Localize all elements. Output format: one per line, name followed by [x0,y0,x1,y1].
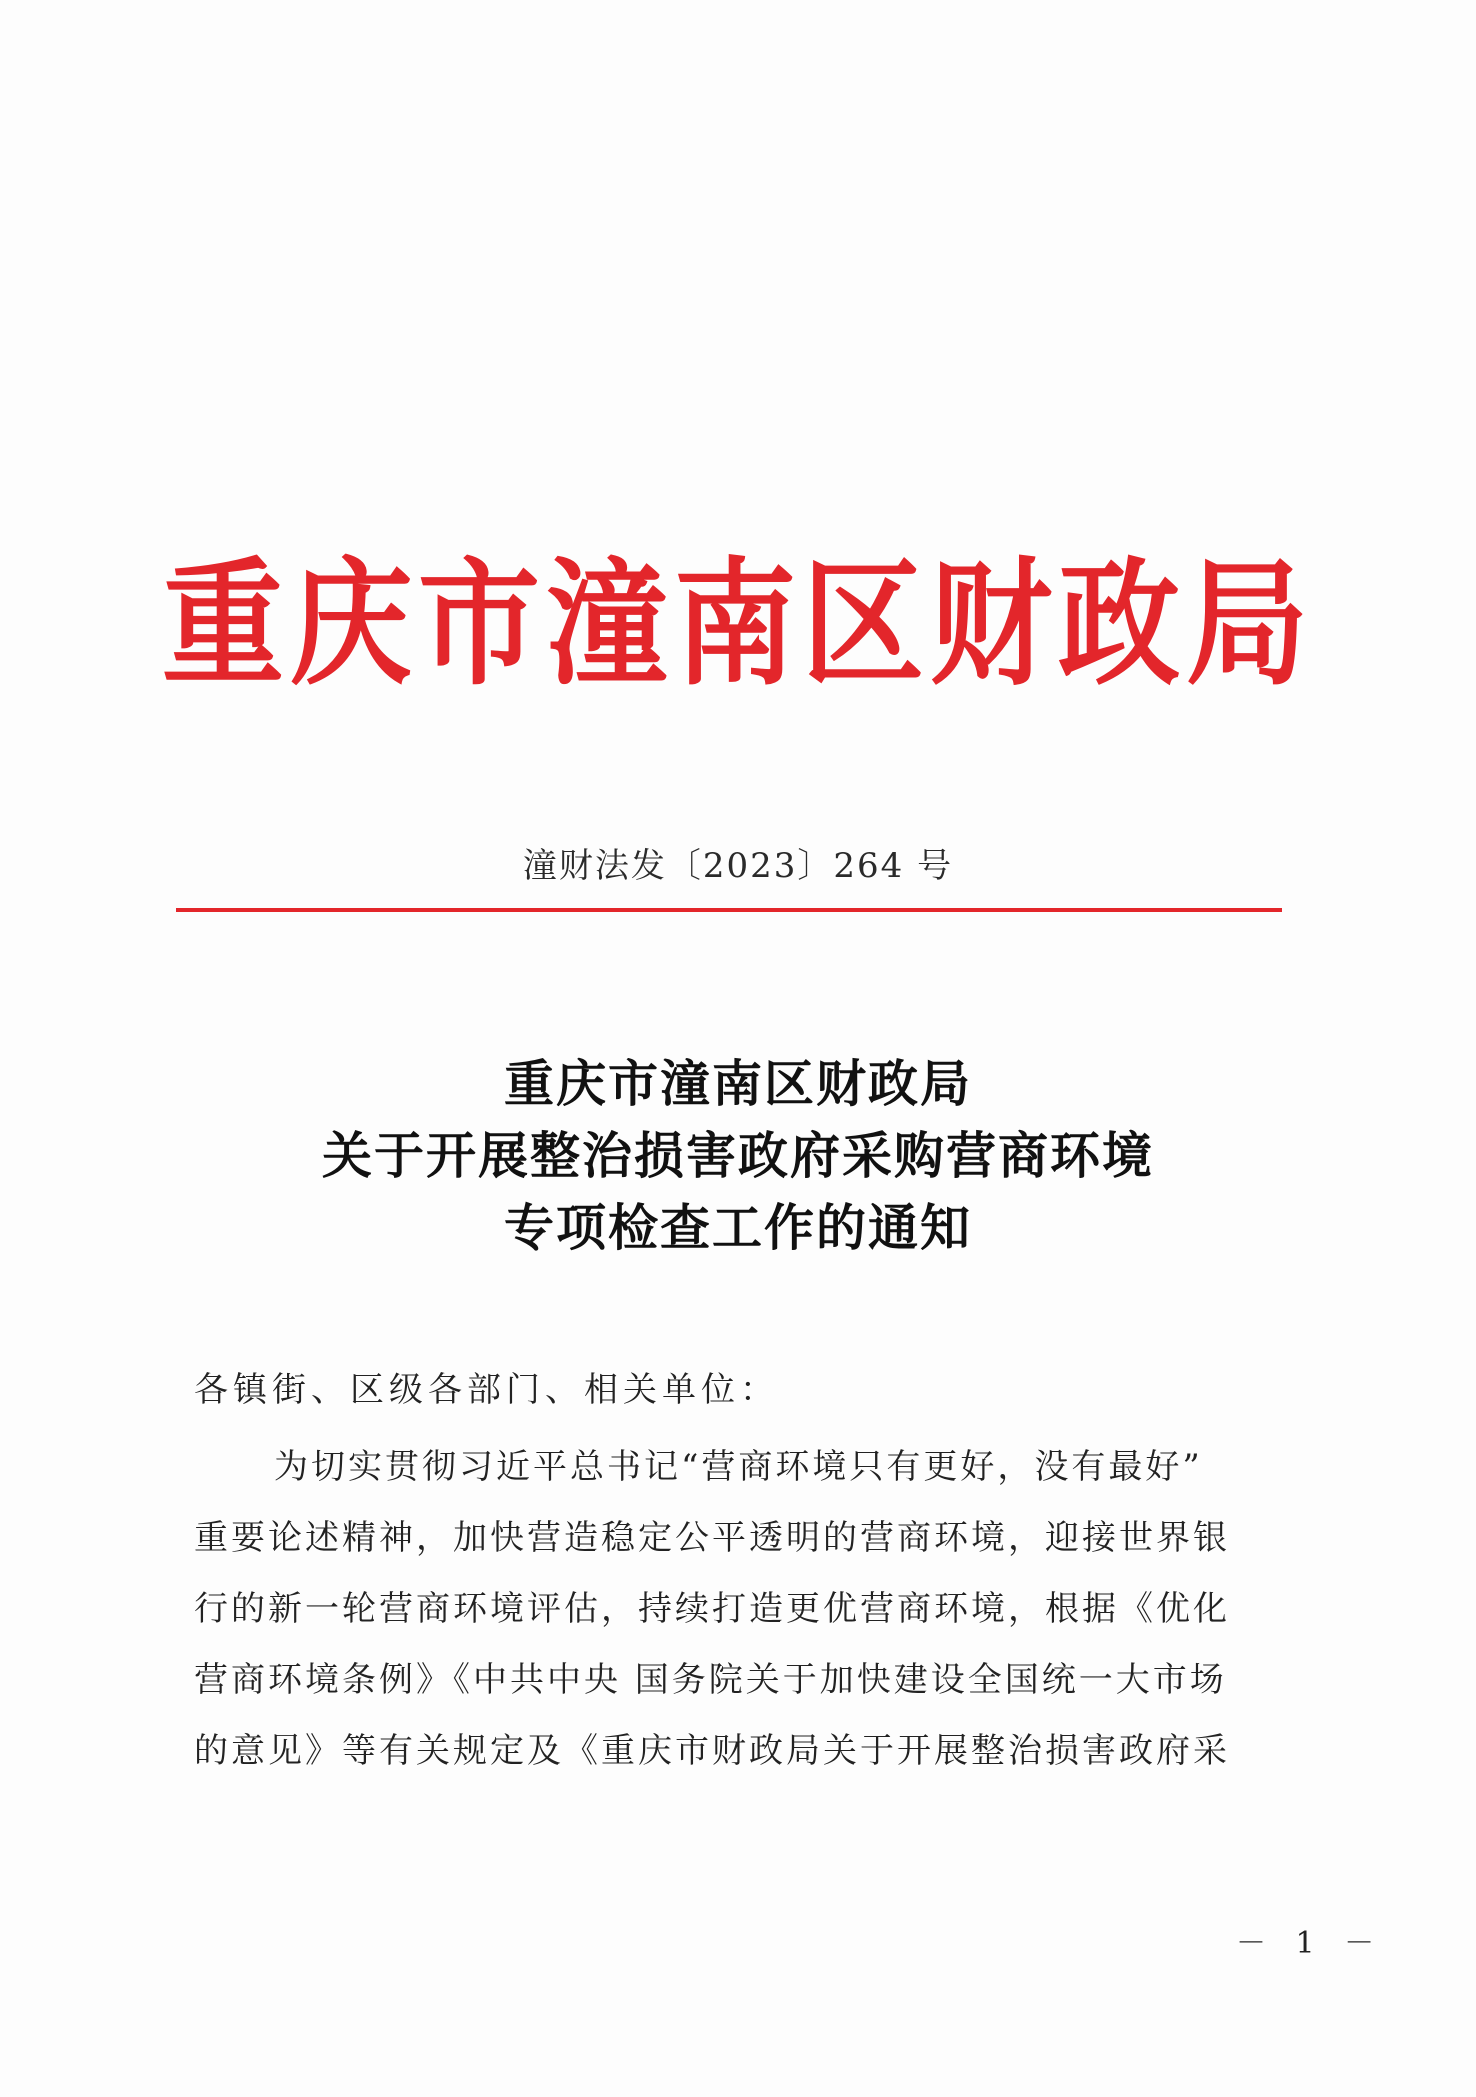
title-line-1: 重庆市潼南区财政局 [504,1054,972,1113]
title-line-3: 专项检查工作的通知 [504,1198,972,1257]
red-divider-line [176,908,1282,912]
body-line: 行的新一轮营商环境评估，持续打造更优营商环境，根据《优化 [194,1589,1230,1629]
document-number: 潼财法发〔2023〕264 号 [522,846,954,886]
body-line: 重要论述精神，加快营造稳定公平透明的营商环境，迎接世界银 [194,1518,1230,1558]
masthead: 重庆市潼南区财政局 [162,542,1314,704]
document-title [0,1048,1476,1264]
body-paragraph [194,1432,1294,1787]
body-line: 的意见》等有关规定及《重庆市财政局关于开展整治损害政府采 [194,1731,1230,1771]
title-line-2: 关于开展整治损害政府采购营商环境 [322,1126,1154,1185]
body-line: 营商环境条例》《中共中央 国务院关于加快建设全国统一大市场 [194,1660,1227,1700]
page-number: － 1 － [1236,1926,1385,1961]
body-line: 为切实贯彻习近平总书记“营商环境只有更好，没有最好” [274,1447,1203,1487]
salutation: 各镇街、区级各部门、相关单位： [194,1370,779,1410]
